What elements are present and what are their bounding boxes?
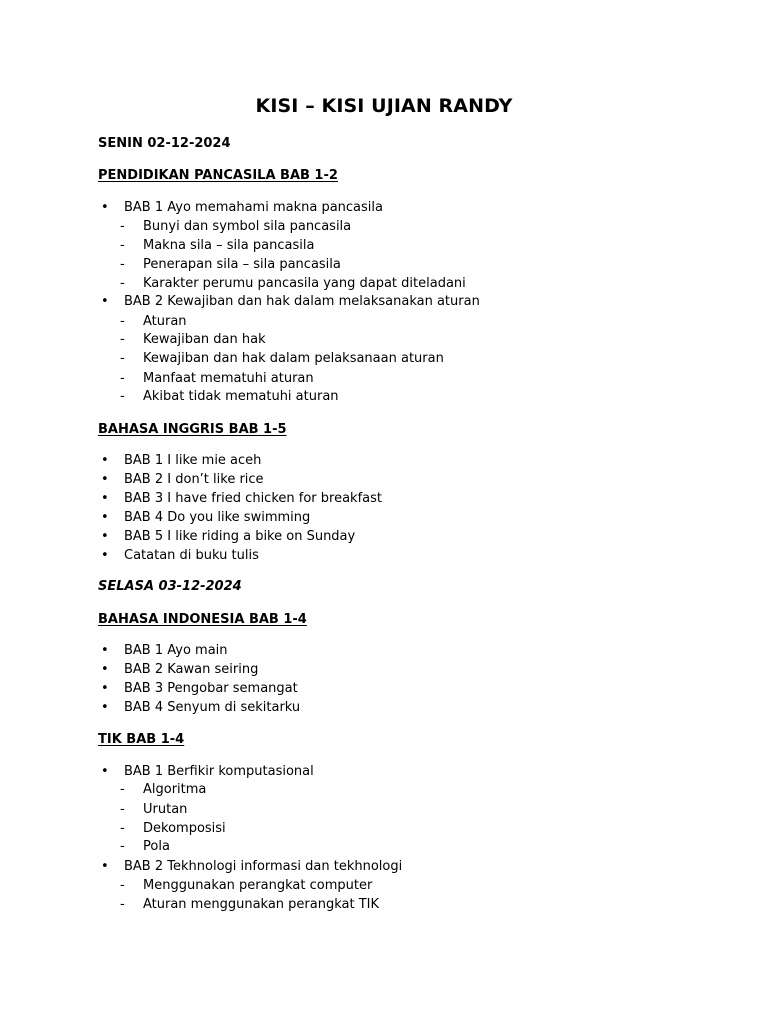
bullet-icon: • <box>101 662 109 677</box>
sub-item: Urutan <box>143 802 188 817</box>
bullet-icon: • <box>101 453 109 468</box>
sub-item: Menggunakan perangkat computer <box>143 878 373 893</box>
list-item: BAB 1 Ayo main <box>124 643 228 658</box>
list-item: BAB 4 Do you like swimming <box>124 510 311 525</box>
bullet-icon: • <box>101 510 109 525</box>
dash-icon: - <box>120 332 125 347</box>
bullet-icon: • <box>101 472 109 487</box>
document-title: KISI – KISI UJIAN RANDY <box>255 95 513 117</box>
dash-icon: - <box>120 389 125 404</box>
bullet-icon: • <box>101 643 109 658</box>
heading-tik: TIK BAB 1-4 <box>98 732 185 747</box>
list-item: Catatan di buku tulis <box>124 548 259 563</box>
sub-item: Bunyi dan symbol sila pancasila <box>143 219 352 234</box>
list-item: BAB 3 I have fried chicken for breakfast <box>124 491 382 506</box>
bullet-icon: • <box>101 294 109 309</box>
dash-icon: - <box>120 782 125 797</box>
list-item: BAB 2 Kawan seiring <box>124 662 259 677</box>
bullet-icon: • <box>101 548 109 563</box>
sub-item: Aturan <box>143 314 187 329</box>
heading-bahasa-indonesia: BAHASA INDONESIA BAB 1-4 <box>98 612 307 627</box>
dash-icon: - <box>120 257 125 272</box>
list-item: BAB 3 Pengobar semangat <box>124 681 298 696</box>
dash-icon: - <box>120 351 125 366</box>
heading-pancasila: PENDIDIKAN PANCASILA BAB 1-2 <box>98 168 338 183</box>
date-senin: SENIN 02-12-2024 <box>98 136 231 151</box>
sub-item: Pola <box>143 839 170 854</box>
dash-icon: - <box>120 802 125 817</box>
dash-icon: - <box>120 897 125 912</box>
bullet-icon: • <box>101 681 109 696</box>
dash-icon: - <box>120 839 125 854</box>
bullet-icon: • <box>101 700 109 715</box>
sub-item: Akibat tidak mematuhi aturan <box>143 389 339 404</box>
sub-item: Karakter perumu pancasila yang dapat diteladani <box>143 276 466 291</box>
bullet-icon: • <box>101 764 109 779</box>
sub-item: Dekomposisi <box>143 821 226 836</box>
dash-icon: - <box>120 219 125 234</box>
list-item-tik-bab1: BAB 1 Berfikir komputasional <box>124 764 314 779</box>
sub-item: Algoritma <box>143 782 207 797</box>
dash-icon: - <box>120 821 125 836</box>
bullet-icon: • <box>101 529 109 544</box>
list-item-tik-bab2: BAB 2 Tekhnologi informasi dan tekhnologi <box>124 859 403 874</box>
list-item: BAB 2 I don’t like rice <box>124 472 264 487</box>
bullet-icon: • <box>101 200 109 215</box>
list-item: BAB 5 I like riding a bike on Sunday <box>124 529 356 544</box>
dash-icon: - <box>120 276 125 291</box>
list-item-pancasila-bab1: BAB 1 Ayo memahami makna pancasila <box>124 200 383 215</box>
heading-bahasa-inggris: BAHASA INGGRIS BAB 1-5 <box>98 422 287 437</box>
sub-item: Penerapan sila – sila pancasila <box>143 257 341 272</box>
bullet-icon: • <box>101 859 109 874</box>
sub-item: Makna sila – sila pancasila <box>143 238 315 253</box>
bullet-icon: • <box>101 491 109 506</box>
list-item: BAB 1 I like mie aceh <box>124 453 262 468</box>
list-item: BAB 4 Senyum di sekitarku <box>124 700 301 715</box>
sub-item: Kewajiban dan hak <box>143 332 266 347</box>
sub-item: Aturan menggunakan perangkat TIK <box>143 897 380 912</box>
dash-icon: - <box>120 878 125 893</box>
date-selasa: SELASA 03-12-2024 <box>98 579 242 594</box>
dash-icon: - <box>120 371 125 386</box>
sub-item: Manfaat mematuhi aturan <box>143 371 314 386</box>
list-item-pancasila-bab2: BAB 2 Kewajiban dan hak dalam melaksanakan aturan <box>124 294 480 309</box>
dash-icon: - <box>120 238 125 253</box>
dash-icon: - <box>120 314 125 329</box>
sub-item: Kewajiban dan hak dalam pelaksanaan aturan <box>143 351 444 366</box>
